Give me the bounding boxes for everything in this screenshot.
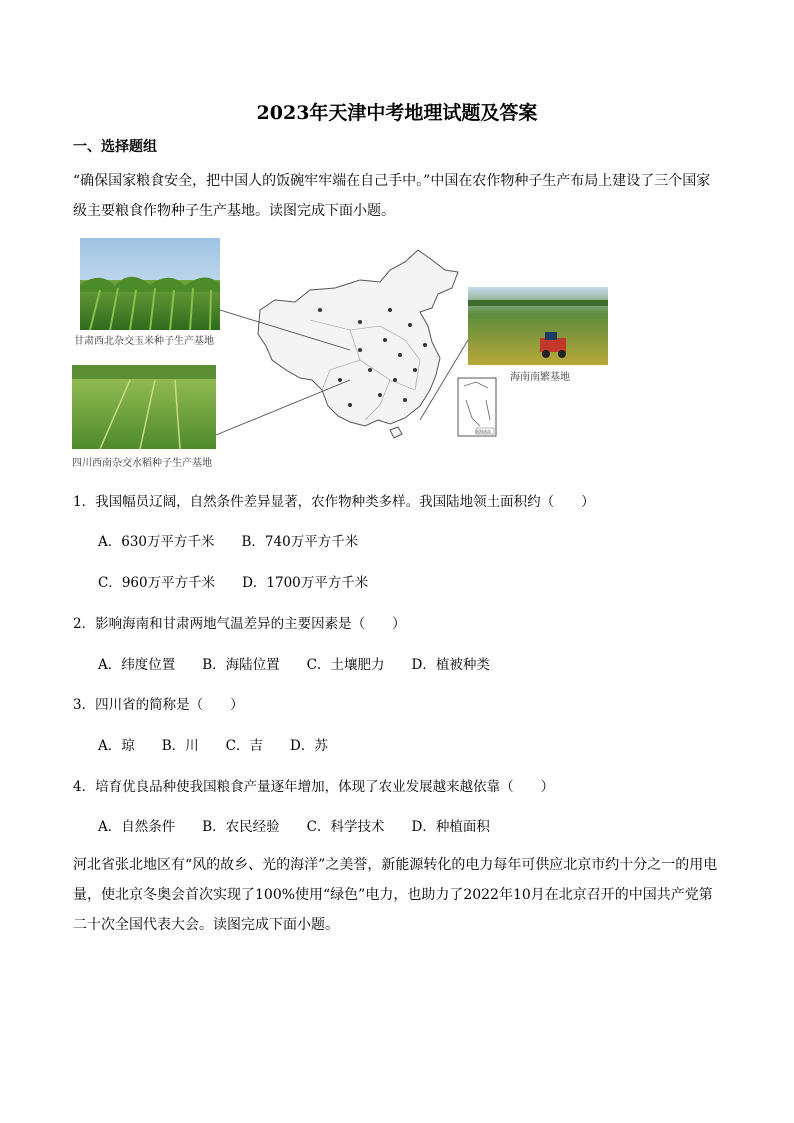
south-china-sea-inset (458, 378, 496, 436)
figure (60, 230, 620, 470)
question-4-stem: 4．培育优良品种使我国粮食产量逐年增加，体现了农业发展越来越依靠（ ） (73, 779, 555, 795)
hainan-field-photo (468, 287, 608, 365)
section-heading: 一、选择题组 (73, 139, 157, 155)
caption-sichuan: 四川西南杂交水稻种子生产基地 (72, 458, 212, 469)
inset-label: 南海诸岛 (475, 429, 491, 434)
question-4-options: A．自然条件 B．农民经验 C．科学技术 D．种植面积 (98, 819, 490, 835)
gansu-corn-photo (80, 238, 220, 330)
caption-gansu: 甘肃西北杂交玉米种子生产基地 (74, 336, 214, 347)
question-3-stem: 3．四川省的简称是（ ） (73, 697, 244, 713)
question-2-stem: 2．影响海南和甘肃两地气温差异的主要因素是（ ） (73, 616, 406, 632)
question-1-stem: 1．我国幅员辽阔，自然条件差异显著，农作物种类多样。我国陆地领土面积约（ ） (73, 494, 595, 510)
figure-svg (60, 230, 620, 470)
question-1-options-line-2: C．960万平方千米 D．1700万平方千米 (98, 575, 369, 591)
page-title: 2023年天津中考地理试题及答案 (256, 102, 538, 124)
question-3-options: A．琼 B．川 C．吉 D．苏 (98, 738, 328, 754)
china-map (258, 250, 458, 438)
question-2-options: A．纬度位置 B．海陆位置 C．土壤肥力 D．植被种类 (98, 657, 490, 673)
intro-paragraph-2: 河北省张北地区有“风的故乡、光的海洋”之美誉，新能源转化的电力每年可供应北京市约十分之一的用电量，使北京冬奥会首次实现了100%使用“绿色”电力，也助力了2022年10月在北京召开的中国共产党第二十次全国代表大会。读图完成下面小题。 (73, 857, 718, 933)
sichuan-rice-photo (72, 365, 216, 449)
question-1-options-line-1: A．630万平方千米 B．740万平方千米 (98, 534, 359, 550)
caption-hainan: 海南南繁基地 (510, 372, 570, 383)
intro-paragraph-1: “确保国家粮食安全，把中国人的饭碗牢牢端在自己手中。”中国在农作物种子生产布局上建设了三个国家级主要粮食作物种子生产基地。读图完成下面小题。 (73, 173, 711, 219)
